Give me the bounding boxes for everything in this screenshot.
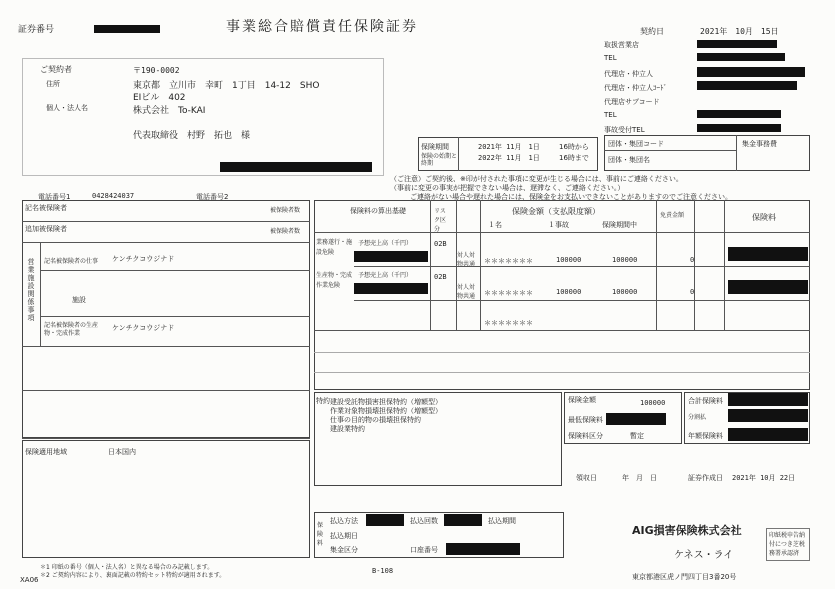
- region-label: 保険適用地域: [25, 448, 67, 456]
- pay-count-label: 払込回数: [410, 517, 438, 525]
- agency-office-label: 取扱営業店: [604, 41, 639, 49]
- redacted-row2-premium: [728, 280, 808, 294]
- period-end-time: 16時まで: [559, 154, 589, 162]
- special-item: 仕事の目的物の損壊担保特約: [330, 416, 421, 424]
- period-start-time: 16時から: [559, 143, 589, 151]
- row1-code: 02B: [434, 240, 447, 248]
- redacted-total-premium: [728, 393, 808, 406]
- collection-fee-label: 集金事務費: [742, 140, 777, 148]
- row1-basis: 予想売上高（千円）: [358, 240, 413, 247]
- special-item: 建設受託物損害担保特約（増額型）: [330, 398, 442, 406]
- issue-date-label: 証券作成日: [688, 474, 723, 482]
- split-label: 分割払: [688, 414, 707, 421]
- account-label: 口座番号: [410, 546, 438, 554]
- redacted-pay-method: [366, 514, 404, 526]
- redacted-agency-office: [697, 40, 777, 48]
- revenue-stamp: 印紙税申告納付につき芝税務署承認済: [766, 528, 810, 561]
- phone1-label: 電話番号1: [38, 193, 71, 201]
- row1-stars: ＊＊＊＊＊＊＊: [484, 257, 533, 265]
- row2-stars: ＊＊＊＊＊＊＊: [484, 289, 533, 297]
- redacted-row1-premium: [728, 247, 808, 261]
- row2-deductible: 0: [690, 288, 695, 296]
- name-label: 個人・法人名: [46, 104, 88, 112]
- cert-no-label: 証券番号: [18, 25, 55, 35]
- redacted-account: [446, 543, 520, 555]
- row2-period: 100000: [612, 288, 638, 296]
- contract-date: 2021年 10月 15日: [700, 27, 779, 36]
- redacted-agency-tel: [697, 53, 785, 61]
- notice-line1: （ご注意）ご契約後、※印が付された事項に変更が生じる場合には、事前にご連絡ください。: [390, 175, 683, 183]
- row1-type: 対人対物共通: [457, 252, 476, 268]
- redacted-min-premium: [606, 413, 666, 425]
- phone2-label: 電話番号2: [196, 193, 229, 201]
- redacted-agent-code: [697, 81, 797, 90]
- period-label: 保険期間: [421, 143, 449, 151]
- annual-premium-label: 年額保険料: [688, 432, 723, 440]
- per-person-header: １名: [488, 221, 502, 229]
- group-name-label: 団体・集団名: [608, 156, 650, 164]
- row2-code: 02B: [434, 273, 447, 281]
- collection-label: 集金区分: [330, 546, 358, 554]
- product-label: 記名被保険者の生産物・完成作業: [44, 322, 99, 337]
- insurer-address: 東京都港区虎ノ門四丁目3番20号: [632, 573, 737, 581]
- insurer-name: AIG損害保険株式会社: [632, 524, 742, 537]
- group-code-label: 団体・集団コード: [608, 140, 664, 148]
- postal-code: 〒190-0002: [133, 66, 180, 75]
- redacted-row1-basis: [354, 251, 428, 262]
- address-line2: EIビル 402: [133, 93, 186, 103]
- compensation-header: 保険金額（支払限度額）: [512, 207, 600, 216]
- product-value: ケンチクコウジナド: [112, 324, 175, 332]
- row3-stars: ＊＊＊＊＊＊＊: [484, 319, 533, 327]
- redacted-split: [728, 409, 808, 422]
- facility-label: 施設: [72, 296, 86, 304]
- address-label: 住所: [46, 80, 60, 88]
- contractor-box: [22, 58, 384, 176]
- footnote-1: ＊1 印紙の番号（個人・法人名）と異なる場合のみ記載します。: [40, 564, 214, 571]
- receipt-label: 領収日: [576, 474, 597, 482]
- form-code: XA06: [20, 576, 39, 584]
- total-premium-label: 合計保険料: [688, 397, 723, 405]
- premium-class: 暫定: [630, 432, 644, 440]
- address-line1: 東京都 立川市 幸町 1丁目 14-12 SHO: [133, 81, 320, 91]
- per-accident-header: １事故: [548, 221, 569, 229]
- business-label: 記名被保険者の仕事: [44, 258, 99, 265]
- contractor-name: 株式会社 To-KAI: [133, 106, 206, 116]
- row2-accident: 100000: [556, 288, 582, 296]
- premium-class-label: 保険料区分: [568, 432, 603, 440]
- issue-date: 2021年 10月 22日: [732, 474, 796, 482]
- basis-header: 保険料の算出基礎: [350, 207, 406, 215]
- period-total-header: 保険期間中: [602, 221, 637, 229]
- sub-code-label: 代理店サブコード: [604, 98, 660, 106]
- region-box: [22, 440, 310, 558]
- redacted-cert-no: [94, 25, 160, 33]
- special-item: 建設業特約: [330, 425, 365, 433]
- page-code: B-108: [372, 567, 394, 575]
- contractor-rep: 代表取締役 村野 拓也 様: [133, 131, 251, 141]
- region-value: 日本国内: [108, 448, 136, 456]
- deductible-header: 免責金額: [660, 212, 685, 219]
- insured-section: [22, 200, 310, 438]
- period-end: 2022年 11月 1日: [478, 154, 540, 162]
- period-sublabel: 保険の始期と終期: [421, 153, 458, 167]
- insured-amount: 100000: [640, 399, 666, 407]
- redacted-annual: [728, 428, 808, 441]
- period-start: 2021年 11月 1日: [478, 143, 540, 151]
- row1-period: 100000: [612, 256, 638, 264]
- redacted-contractor-extra: [220, 162, 372, 172]
- min-premium-label: 最低保険料: [568, 416, 603, 424]
- payment-label: 保険料: [317, 522, 324, 547]
- row2-type: 対人対物共通: [457, 284, 476, 300]
- premium-header: 保険料: [752, 213, 776, 222]
- contractor-label: ご契約者: [40, 65, 72, 74]
- facility-section-label: 営業施設関係事項: [27, 258, 35, 322]
- redacted-agent-tel: [697, 110, 781, 118]
- row2-category: 生産物・完成作業危険: [316, 272, 353, 289]
- receipt-date: 年 月 日: [622, 474, 657, 482]
- footnote-2: ＊2 ご契約内容により、裏面記載の特約セット特約が適用されます。: [40, 572, 226, 579]
- contract-date-label: 契約日: [640, 27, 664, 36]
- row1-category: 業務遂行・施設危険: [316, 239, 353, 256]
- named-insured-label: 記名被保険者: [25, 204, 67, 212]
- row1-deductible: 0: [690, 256, 695, 264]
- redacted-accident-tel: [697, 124, 781, 132]
- insured-amount-label: 保険金額: [568, 396, 596, 404]
- insurer-rep: ケネス・ライ: [674, 550, 734, 561]
- redacted-row2-basis: [354, 283, 428, 294]
- added-count-label: 被保険者数: [270, 228, 301, 235]
- insured-count-label: 被保険者数: [270, 207, 301, 214]
- agent-tel-label: TEL: [604, 111, 617, 119]
- pay-date-label: 払込期日: [330, 532, 358, 540]
- pay-method-label: 払込方法: [330, 517, 358, 525]
- notice-line3: ご連絡がない場合や遅れた場合には、保険金をお支払いできないことがありますのでご注意ください。: [410, 193, 732, 201]
- agency-tel-label: TEL: [604, 54, 617, 62]
- page-title: 事業総合賠償責任保険証券: [226, 19, 418, 35]
- row2-basis: 予想売上高（千円）: [358, 272, 413, 279]
- special-label: 特約: [316, 397, 330, 405]
- agent-label: 代理店・仲立人: [604, 70, 653, 78]
- redacted-pay-count: [444, 514, 482, 526]
- phone1: 0428424037: [92, 192, 135, 200]
- accident-tel-label: 事故受付TEL: [604, 126, 645, 134]
- business-value: ケンチクコウジナド: [112, 255, 175, 263]
- redacted-agent: [697, 67, 805, 77]
- row1-accident: 100000: [556, 256, 582, 264]
- pay-interval-label: 払込期間: [488, 517, 516, 525]
- risk-header: リスク区分: [434, 208, 447, 233]
- agent-code-label: 代理店・仲立人ｺｰﾄﾞ: [604, 84, 667, 92]
- notice-line2: （事前に変更の事実が把握できない場合は、遅滞なく、ご連絡ください。）: [390, 184, 625, 192]
- added-insured-label: 追加被保険者: [25, 225, 67, 233]
- special-item: 作業対象物損壊担保特約（増額型）: [330, 407, 442, 415]
